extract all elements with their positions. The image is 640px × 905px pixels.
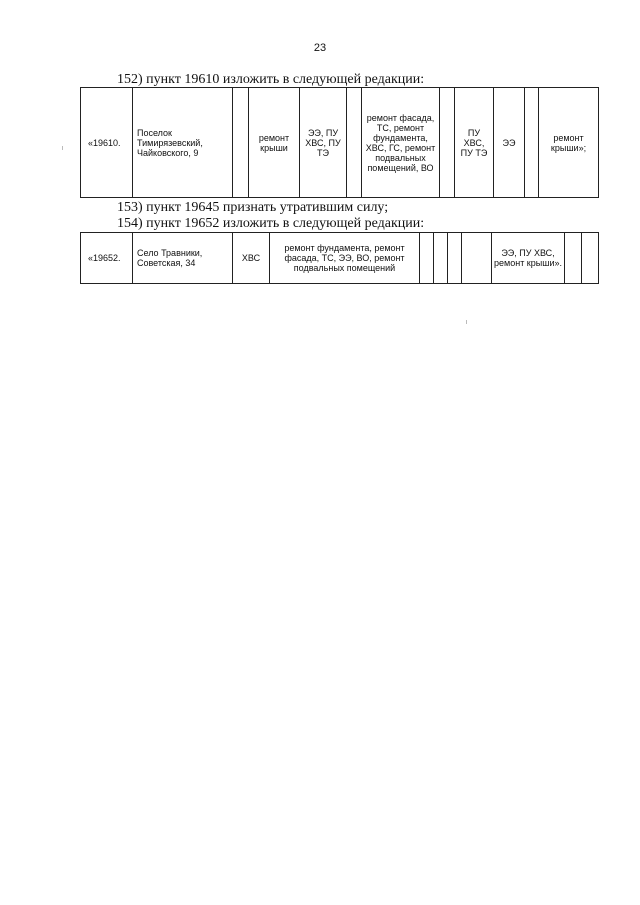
cell-empty (565, 233, 582, 284)
cell-work-2017: ремонт фасада, ТС, ремонт фундамента, ХВС, ГС, ремонт подвальных помещений, ВО (362, 88, 440, 198)
clause-154: 154) пункт 19652 изложить в следующей редакции: (117, 216, 425, 231)
cell-empty (448, 233, 462, 284)
cell-work-2014: ХВС (233, 233, 270, 284)
table-item-19610 (80, 87, 599, 198)
cell-address: Село Травники, Советская, 34 (133, 233, 233, 284)
table-item-19652 (80, 232, 599, 284)
cell-empty (440, 88, 455, 198)
page-number: 23 (313, 42, 327, 54)
cell-work-2020: ЭЭ, ПУ ХВС, ремонт крыши». (492, 233, 565, 284)
cell-work-2019: ПУ ХВС, ПУ ТЭ (455, 88, 494, 198)
table-row (81, 233, 599, 284)
cell-work-2020: ЭЭ (494, 88, 525, 198)
cell-empty (347, 88, 362, 198)
cell-work-2015: ремонт фундамента, ремонт фасада, ТС, ЭЭ, ВО, ремонт подвальных помещений (270, 233, 420, 284)
cell-number: «19610. (81, 88, 133, 198)
cell-number: «19652. (81, 233, 133, 284)
cell-empty (434, 233, 448, 284)
cell-empty (582, 233, 599, 284)
cell-work-2015: ЭЭ, ПУ ХВС, ПУ ТЭ (300, 88, 347, 198)
table-row (81, 88, 599, 198)
cell-work-2014: ремонт крыши (249, 88, 300, 198)
cell-empty (420, 233, 434, 284)
clause-152: 152) пункт 19610 изложить в следующей редакции: (117, 72, 425, 87)
cell-work-2022: ремонт крыши»; (539, 88, 599, 198)
scan-mark (62, 146, 63, 150)
scan-mark (466, 320, 467, 324)
cell-empty (525, 88, 539, 198)
cell-empty (233, 88, 249, 198)
clause-153: 153) пункт 19645 признать утратившим силу; (117, 200, 389, 215)
cell-address: Поселок Тимирязевский, Чайковского, 9 (133, 88, 233, 198)
cell-empty (462, 233, 492, 284)
